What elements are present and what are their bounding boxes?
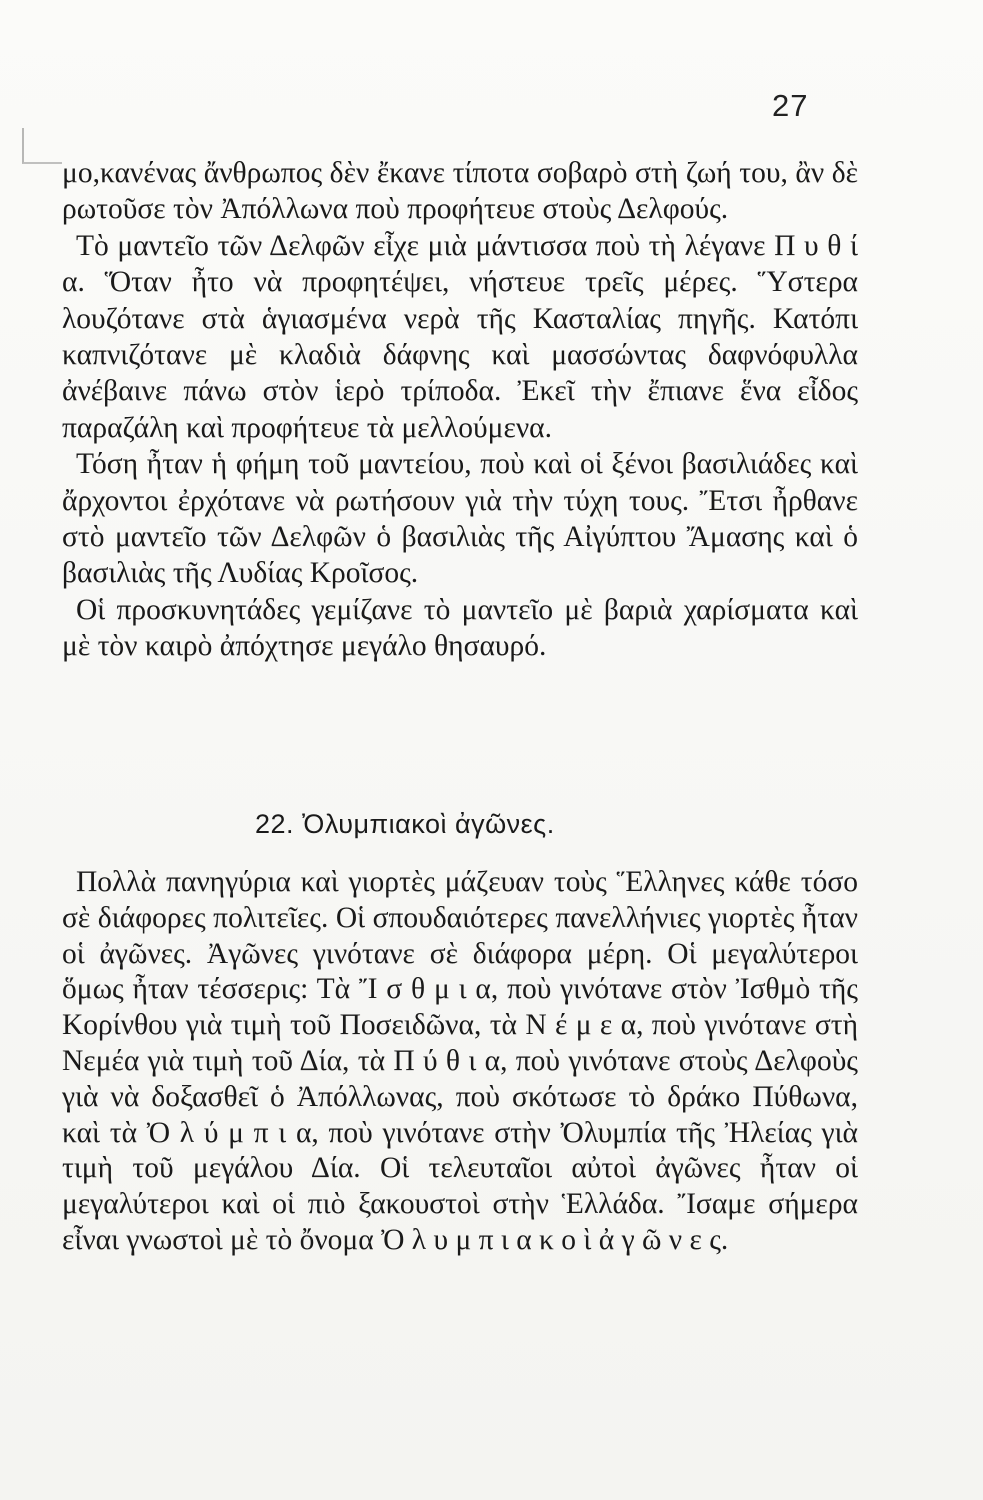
paragraph: Τὸ μαντεῖο τῶν Δελφῶν εἶχε μιὰ μάντισσα ποὺ τὴ λέγανε Π υ θ ί α. Ὅταν ἦτο νὰ προφητέψει, νήστευε τρεῖς μέρες. Ὕστερα λουζότανε στὰ ἁγιασμένα νερὰ τῆς Κασταλίας πηγῆς. Κατόπι καπνιζότανε μὲ κλαδιὰ δάφνης καὶ μασσώντας δαφνόφυλλα ἀνέβαινε πάνω στὸν ἱερὸ τρίποδα. Ἐκεῖ τὴν ἔπιανε ἕνα εἶδος παραζάλη καὶ προφήτευε τὰ μελλούμενα. — [62, 229, 858, 444]
page-number: 27 — [772, 88, 809, 123]
paragraph: Οἱ προσκυνητάδες γεμίζανε τὸ μαντεῖο μὲ βαριὰ χαρίσματα καὶ μὲ τὸν καιρὸ ἀπόχτησε μεγάλο θησαυρό. — [62, 593, 858, 663]
scan-artifact — [22, 128, 62, 164]
paragraph: Τόση ἦταν ἡ φήμη τοῦ μαντείου, ποὺ καὶ οἱ ξένοι βασιλιάδες καὶ ἄρχοντοι ἐρχότανε νὰ ρωτήσουν γιὰ τὴν τύχη τους. Ἔτσι ἦρθανε στὸ μαντεῖο τῶν Δελφῶν ὁ βασιλιὰς τῆς Αἰγύπτου Ἄμασης καὶ ὁ βασιλιὰς τῆς Λυδίας Κροῖσος. — [62, 448, 858, 590]
paragraph: Πολλὰ πανηγύρια καὶ γιορτὲς μάζευαν τοὺς Ἕλληνες κάθε τόσο σὲ διάφορες πολιτεῖες. Οἱ σπουδαιότερες πανελλήνιες γιορτὲς ἦταν οἱ ἀγῶνες. Ἀγῶνες γινότανε σὲ διάφορα μέρη. Οἱ μεγαλύτεροι ὅμως ἦταν τέσσερις: Τὰ Ἴ σ θ μ ι α, ποὺ γινότανε στὸν Ἰσθμὸ τῆς Κορίνθου γιὰ τιμὴ τοῦ Ποσειδῶνα, τὰ Ν έ μ ε α, ποὺ γινότανε στὴ Νεμέα γιὰ τιμὴ τοῦ Δία, τὰ Π ύ θ ι α, ποὺ γινότανε στοὺς Δελφοὺς γιὰ νὰ δοξασθεῖ ὁ Ἀπόλλωνας, ποὺ σκότωσε τὸ δράκο Πύθωνα, καὶ τὰ Ὀ λ ύ μ π ι α, ποὺ γινότανε στὴν Ὀλυμπία τῆς Ἠλείας γιὰ τιμὴ τοῦ μεγάλου Δία. Οἱ τελευταῖοι αὐτοὶ ἀγῶνες ἦταν οἱ μεγαλύτεροι καὶ οἱ πιὸ ξακουστοὶ στὴν Ἑλλάδα. Ἴσαμε σήμερα εἶναι γνωστοὶ μὲ τὸ ὄνομα Ὀ λ υ μ π ι α κ ο ὶ ἀ γ ῶ ν ε ς. — [62, 866, 858, 1256]
body-text-top — [62, 155, 858, 665]
paragraph: μο,κανένας ἄνθρωπος δὲν ἔκανε τίποτα σοβαρὸ στὴ ζωή του, ἂν δὲ ρωτοῦσε τὸν Ἀπόλλωνα ποὺ προφήτευε στοὺς Δελφούς. — [62, 157, 858, 226]
body-text-bottom — [62, 865, 858, 1259]
section-heading: 22. Ὀλυμπιακοὶ ἀγῶνες. — [255, 809, 555, 839]
